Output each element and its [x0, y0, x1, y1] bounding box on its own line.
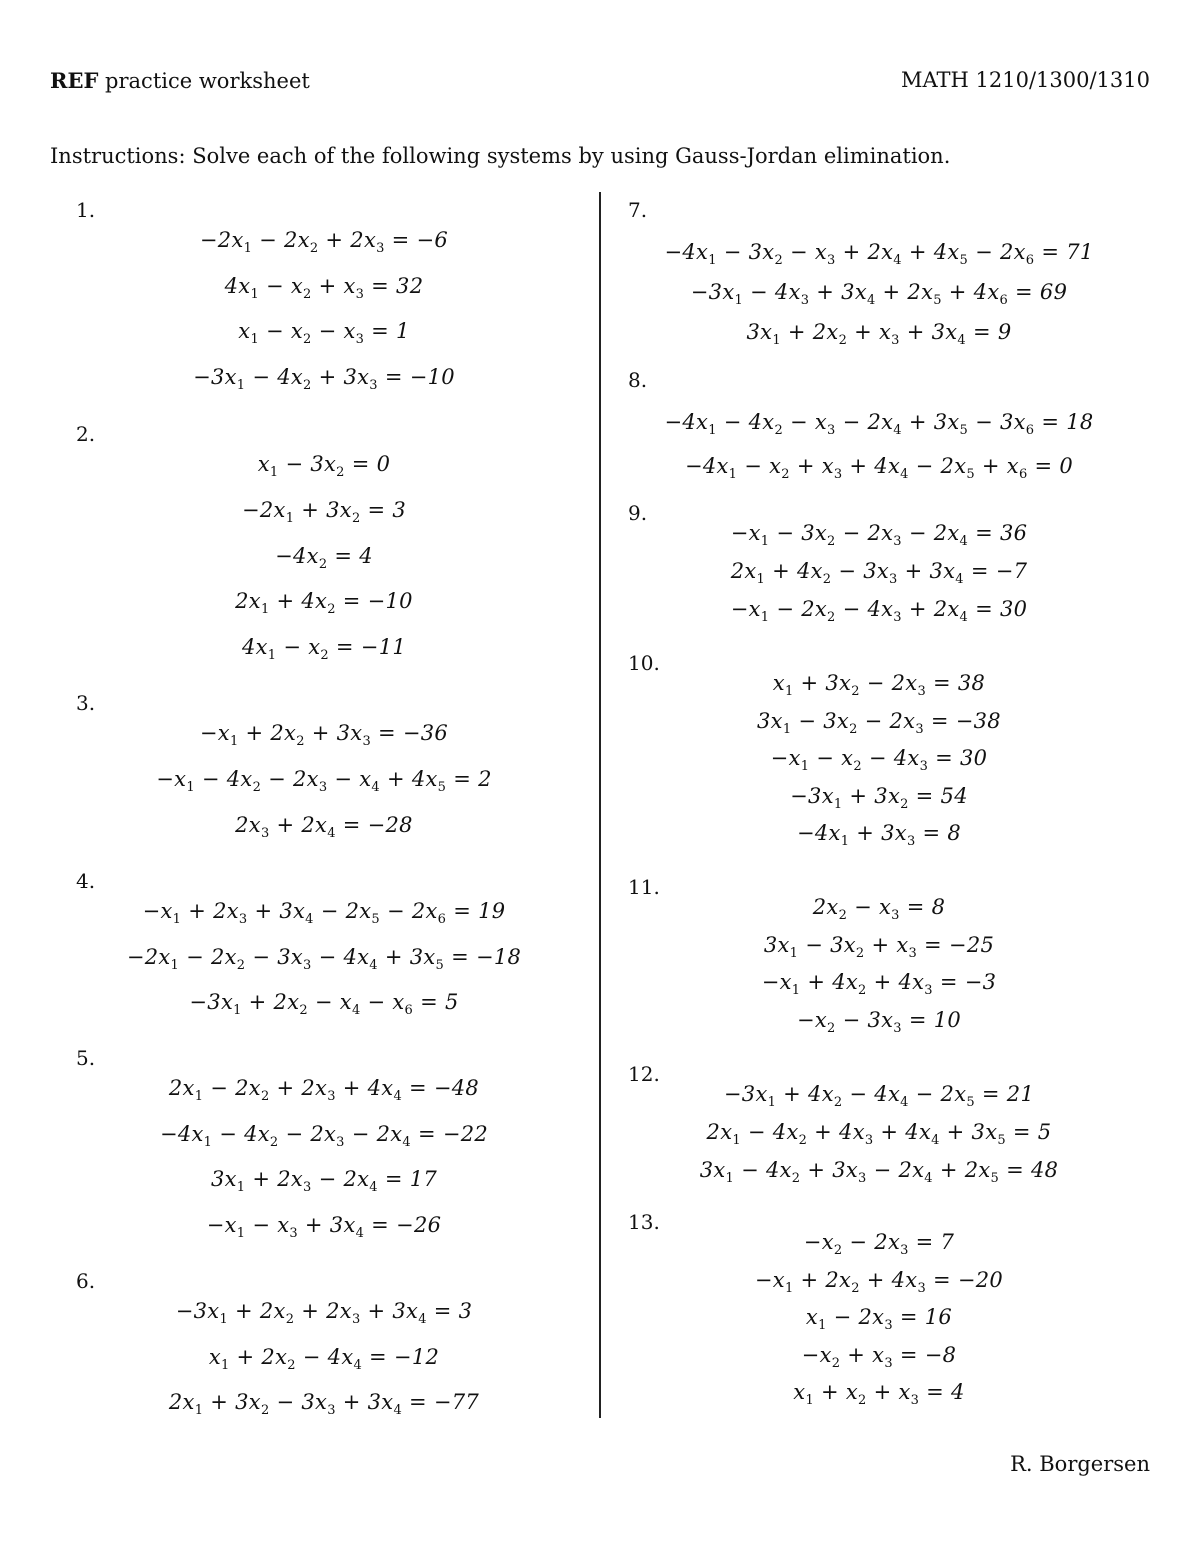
equation: $3x_1 - 3x_2 - 2x_3 = -38$ — [757, 708, 1001, 737]
problem — [50, 1261, 598, 1421]
equation: $3x_1 - 3x_2 + x_3 = -25$ — [763, 932, 995, 961]
equation-system — [50, 414, 598, 681]
equation: $3x_1 - 4x_2 + 3x_3 - 2x_4 + 2x_5 = 48$ — [699, 1158, 1059, 1187]
equation-system — [606, 1202, 1152, 1418]
equation: $-x_1 - 3x_2 - 2x_3 - 2x_4 = 36$ — [730, 521, 1028, 550]
problem-number: 5. — [76, 1046, 96, 1070]
equation-system — [50, 1261, 598, 1436]
equation-system — [50, 683, 598, 859]
left-column — [50, 190, 598, 1421]
equation: $4x_1 - x_2 + x_3 = 32$ — [224, 273, 424, 302]
title-rest: practice worksheet — [98, 69, 310, 93]
equation: $-4x_1 - 4x_2 - x_3 - 2x_4 + 3x_5 - 3x_6 = 18$ — [664, 410, 1094, 439]
equation: $-3x_1 + 2x_2 + 2x_3 + 3x_4 = 3$ — [175, 1299, 473, 1328]
equation-system — [606, 867, 1152, 1045]
equation: $-x_2 - 2x_3 = 7$ — [803, 1230, 955, 1259]
column-divider — [599, 192, 601, 1418]
problem — [50, 414, 598, 683]
problem — [606, 867, 1152, 1054]
problem — [606, 1202, 1152, 1412]
equation-system — [606, 643, 1152, 859]
equation: $2x_1 + 4x_2 = -10$ — [235, 589, 413, 618]
worksheet-title — [50, 68, 310, 93]
equation: $-3x_1 - 4x_2 + 3x_3 = -10$ — [193, 365, 455, 394]
equation: $-x_1 - 4x_2 - 2x_3 - x_4 + 4x_5 = 2$ — [156, 767, 492, 796]
problem-number: 6. — [76, 1269, 96, 1293]
equation: $4x_1 - x_2 = -11$ — [241, 635, 407, 664]
problem-number: 3. — [76, 691, 96, 715]
equation-system — [606, 360, 1152, 498]
equation: $-2x_1 + 3x_2 = 3$ — [241, 497, 407, 526]
equation: $-x_1 - 2x_2 - 4x_3 + 2x_4 = 30$ — [730, 597, 1028, 626]
equation: $-x_2 + x_3 = -8$ — [801, 1342, 957, 1371]
equation: $-4x_1 - 3x_2 - x_3 + 2x_4 + 4x_5 - 2x_6 = 71$ — [664, 240, 1094, 269]
equation-system — [50, 1038, 598, 1258]
problem — [50, 1038, 598, 1261]
title-bold: REF — [50, 68, 99, 93]
equation: $-x_1 + 2x_2 + 4x_3 = -20$ — [754, 1267, 1004, 1296]
problem-number: 11. — [628, 875, 660, 899]
problem — [50, 861, 598, 1038]
equation: $x_1 - 2x_3 = 16$ — [805, 1305, 953, 1334]
equation: $2x_1 + 3x_2 - 3x_3 + 3x_4 = -77$ — [168, 1390, 480, 1419]
equation: $2x_1 + 4x_2 - 3x_3 + 3x_4 = -7$ — [730, 559, 1028, 588]
equation: $2x_1 - 4x_2 + 4x_3 + 4x_4 + 3x_5 = 5$ — [706, 1120, 1052, 1149]
equation-system — [606, 493, 1152, 635]
instructions: Instructions: Solve each of the following systems by using Gauss-Jordan elimination. — [50, 144, 951, 168]
problem — [606, 1054, 1152, 1202]
equation: $x_1 + x_2 + x_3 = 4$ — [793, 1380, 965, 1409]
equation: $-x_1 - x_2 - 4x_3 = 30$ — [770, 746, 988, 775]
problem — [50, 683, 598, 861]
equation: $2x_3 + 2x_4 = -28$ — [235, 813, 413, 842]
equation-system — [50, 861, 598, 1036]
equation: $-3x_1 + 2x_2 - x_4 - x_6 = 5$ — [189, 990, 459, 1019]
equation: $-4x_2 = 4$ — [275, 543, 373, 572]
equation: $-x_1 + 2x_3 + 3x_4 - 2x_5 - 2x_6 = 19$ — [142, 899, 506, 928]
equation: $-4x_1 - 4x_2 - 2x_3 - 2x_4 = -22$ — [159, 1121, 489, 1150]
problem-number: 4. — [76, 869, 96, 893]
equation: $-3x_1 + 4x_2 - 4x_4 - 2x_5 = 21$ — [723, 1082, 1035, 1111]
equation: $-x_1 + 2x_2 + 3x_3 = -36$ — [199, 721, 449, 750]
equation: $-2x_1 - 2x_2 - 3x_3 - 4x_4 + 3x_5 = -18$ — [126, 944, 522, 973]
equation: $2x_2 - x_3 = 8$ — [812, 895, 946, 924]
right-column — [606, 190, 1152, 1412]
problem — [50, 190, 598, 414]
problem-number: 9. — [628, 501, 648, 525]
problem — [606, 360, 1152, 493]
problem-number: 12. — [628, 1062, 660, 1086]
problem — [606, 493, 1152, 643]
equation: $-x_2 - 3x_3 = 10$ — [796, 1007, 962, 1036]
problem-number: 7. — [628, 198, 648, 222]
equation: $x_1 + 3x_2 - 2x_3 = 38$ — [772, 671, 986, 700]
author-name: R. Borgersen — [1010, 1452, 1150, 1476]
problem-number: 1. — [76, 198, 96, 222]
equation: $-4x_1 - x_2 + x_3 + 4x_4 - 2x_5 + x_6 = 0$ — [684, 454, 1074, 483]
equation: $-3x_1 - 4x_3 + 3x_4 + 2x_5 + 4x_6 = 69$ — [690, 280, 1068, 309]
course-code: MATH 1210/1300/1310 — [901, 68, 1150, 92]
equation: $x_1 + 2x_2 - 4x_4 = -12$ — [208, 1344, 440, 1373]
equation: $-x_1 + 4x_2 + 4x_3 = -3$ — [761, 970, 997, 999]
problem-number: 10. — [628, 651, 660, 675]
problem-number: 2. — [76, 422, 96, 446]
equation-system — [606, 1054, 1152, 1196]
equation: $-x_1 - x_3 + 3x_4 = -26$ — [206, 1212, 442, 1241]
equation: $3x_1 + 2x_2 + x_3 + 3x_4 = 9$ — [746, 320, 1012, 349]
problem — [606, 643, 1152, 867]
equation: $-2x_1 - 2x_2 + 2x_3 = -6$ — [199, 228, 449, 257]
equation: $-4x_1 + 3x_3 = 8$ — [796, 821, 962, 850]
equation-system — [606, 190, 1152, 360]
equation: $3x_1 + 2x_3 - 2x_4 = 17$ — [210, 1167, 438, 1196]
equation: $x_1 - 3x_2 = 0$ — [257, 452, 391, 481]
equation: $x_1 - x_2 - x_3 = 1$ — [238, 319, 410, 348]
problem-number: 13. — [628, 1210, 660, 1234]
problem-number: 8. — [628, 368, 648, 392]
problem — [606, 190, 1152, 360]
equation: $-3x_1 + 3x_2 = 54$ — [790, 783, 968, 812]
equation-system — [50, 190, 598, 411]
equation: $2x_1 - 2x_2 + 2x_3 + 4x_4 = -48$ — [168, 1076, 480, 1105]
